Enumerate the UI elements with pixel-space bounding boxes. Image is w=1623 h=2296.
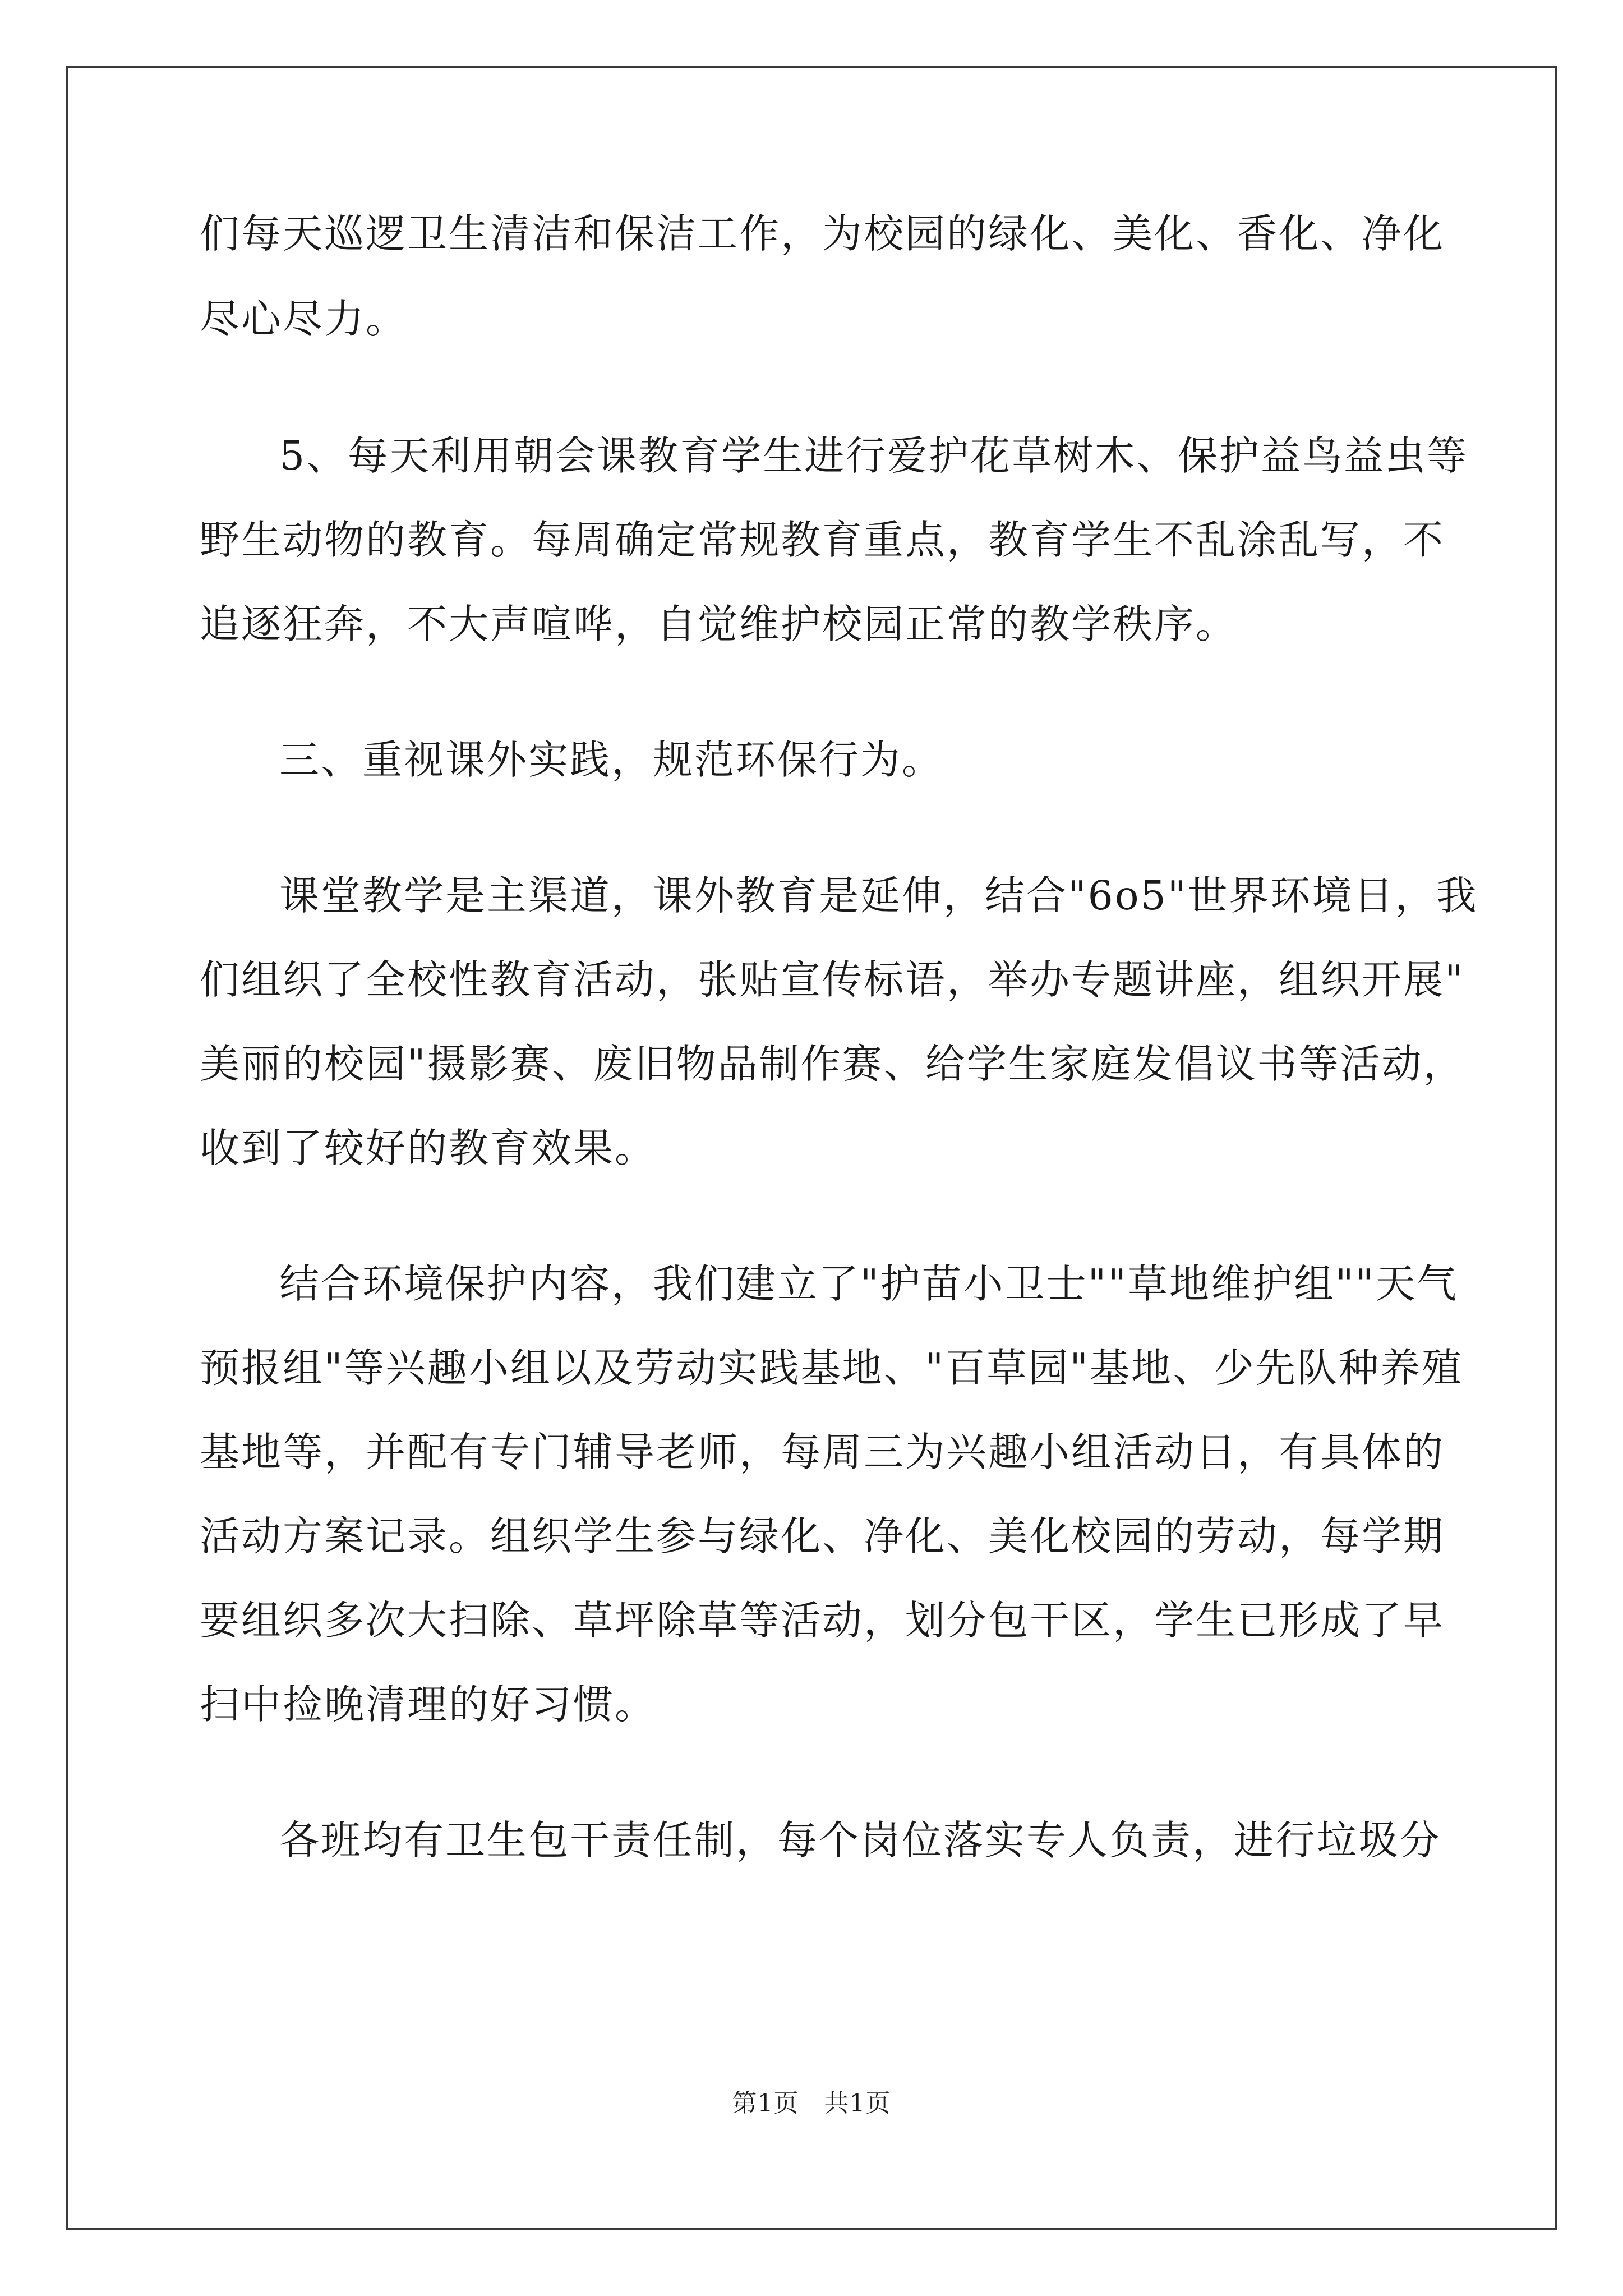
text-line-3: 5、每天利用朝会课教育学生进行爱护花草树木、保护益鸟益虫等 [279,432,1469,479]
text-line-9: 美丽的校园"摄影赛、废旧物品制作赛、给学生家庭发倡议书等活动， [200,1041,1465,1087]
text-line-2: 尽心尽力。 [200,296,408,342]
text-line-14: 活动方案记录。组织学生参与绿化、净化、美化校园的劳动，每学期 [200,1513,1445,1559]
text-line-5: 追逐狂奔，不大声喧哗，自觉维护校园正常的教学秩序。 [200,601,1238,647]
text-line-17: 各班均有卫生包干责任制，每个岗位落实专人负责，进行垃圾分 [279,1817,1442,1864]
text-line-1: 们每天巡逻卫生清洁和保洁工作，为校园的绿化、美化、香化、净化 [200,210,1445,257]
text-line-8: 们组织了全校性教育活动，张贴宣传标语，举办专题讲座，组织开展" [200,956,1465,1003]
section-heading: 三、重视课外实践，规范环保行为。 [279,737,944,783]
text-line-7: 课堂教学是主渠道，课外教育是延伸，结合"6o5"世界环境日，我 [279,872,1478,919]
text-line-11: 结合环境保护内容，我们建立了"护苗小卫士""草地维护组""天气 [279,1260,1459,1307]
text-line-15: 要组织多次大扫除、草坪除草等活动，划分包干区，学生已形成了早 [200,1597,1445,1644]
text-line-13: 基地等，并配有专门辅导老师，每周三为兴趣小组活动日，有具体的 [200,1429,1445,1475]
text-line-4: 野生动物的教育。每周确定常规教育重点，教育学生不乱涂乱写，不 [200,517,1445,563]
page-number-footer: 第1页 共1页 [732,2089,891,2118]
text-line-12: 预报组"等兴趣小组以及劳动实践基地、"百草园"基地、少先队种养殖 [200,1345,1463,1391]
text-line-16: 扫中捡晚清理的好习惯。 [200,1681,657,1728]
text-line-10: 收到了较好的教育效果。 [200,1125,657,1171]
